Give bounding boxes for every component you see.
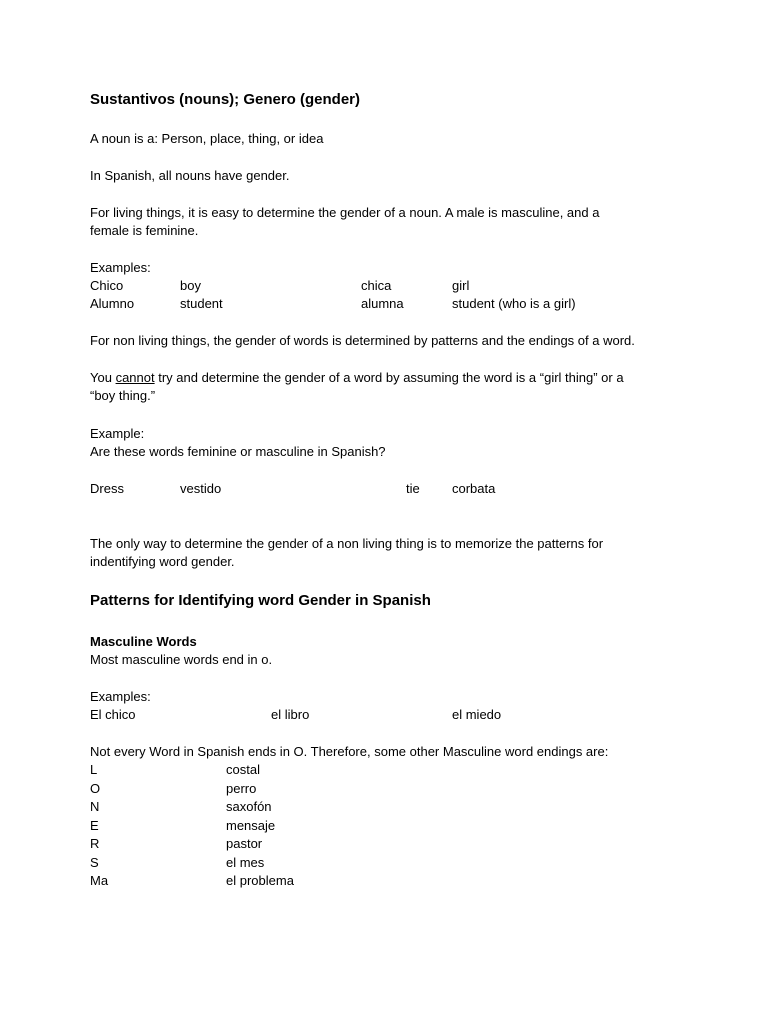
example-word: el libro (271, 707, 310, 722)
masculine-examples-row (90, 706, 690, 724)
ending-row (90, 817, 690, 835)
ending-example: el mes (226, 854, 265, 870)
ending-letter: R (90, 836, 100, 851)
living-things-line-1: For living things, it is easy to determine the gender of a noun. A male is masculine, and a (90, 205, 600, 220)
examples-label: Examples: (90, 260, 151, 275)
living-things-line-2: female is feminine. (90, 223, 199, 238)
english-word: girl (452, 278, 470, 293)
ending-example: saxofón (226, 799, 272, 814)
ending-example: costal (226, 762, 260, 777)
spanish-word: Alumno (90, 296, 135, 311)
patterns-heading: Patterns for Identifying word Gender in Spanish (90, 592, 431, 609)
ending-letter: S (90, 854, 99, 870)
cannot-line-2: “boy thing.” (90, 388, 156, 403)
ending-letter: L (90, 762, 98, 777)
ending-example: perro (226, 780, 257, 796)
nonliving-line: For non living things, the gender of words is determined by patterns and the endings of a word. (90, 333, 635, 348)
ending-row (90, 798, 690, 816)
ending-example: el problema (226, 873, 294, 888)
english-word: tie (406, 481, 420, 496)
ending-row (90, 835, 690, 853)
masculine-heading: Masculine Words (90, 634, 197, 649)
english-word: Dress (90, 481, 124, 496)
ending-letter: O (90, 780, 101, 796)
example-word: El chico (90, 707, 136, 722)
english-word: student (180, 296, 223, 311)
ending-row (90, 761, 690, 779)
cannot-post: try and determine the gender of a word by assuming the word is a “girl thing” or a (154, 370, 624, 385)
spanish-word: alumna (361, 296, 404, 311)
ending-row (90, 872, 690, 890)
ending-example: pastor (226, 836, 263, 851)
examples-label: Examples: (90, 689, 151, 704)
spanish-word: vestido (180, 481, 222, 496)
ending-letter: E (90, 817, 99, 833)
ending-example: mensaje (226, 817, 276, 833)
cannot-line-1 (90, 369, 624, 387)
example-word: el miedo (452, 707, 502, 722)
noun-definition: A noun is a: Person, place, thing, or idea (90, 131, 324, 146)
ending-letter: N (90, 799, 100, 814)
not-every-line: Not every Word in Spanish ends in O. Therefore, some other Masculine word endings are: (90, 744, 609, 759)
dress-example-row (90, 480, 690, 498)
cannot-underlined: cannot (115, 370, 155, 385)
spanish-gender-line: In Spanish, all nouns have gender. (90, 168, 290, 183)
spanish-word: Chico (90, 278, 124, 293)
question-line: Are these words feminine or masculine in Spanish? (90, 444, 386, 459)
spanish-word: corbata (452, 481, 496, 496)
ending-row (90, 854, 690, 872)
page-title: Sustantivos (nouns); Genero (gender) (90, 91, 361, 108)
only-way-line-1: The only way to determine the gender of a non living thing is to memorize the patterns for (90, 536, 604, 551)
cannot-pre: You (90, 370, 116, 385)
english-word: student (who is a girl) (452, 296, 576, 311)
ending-row (90, 780, 690, 798)
living-example-row (90, 295, 690, 313)
example-label: Example: (90, 426, 145, 441)
ending-letter: Ma (90, 873, 109, 888)
masculine-line: Most masculine words end in o. (90, 652, 273, 667)
living-example-row (90, 277, 690, 295)
only-way-line-2: indentifying word gender. (90, 554, 235, 569)
english-word: boy (180, 278, 201, 293)
spanish-word: chica (361, 278, 392, 293)
